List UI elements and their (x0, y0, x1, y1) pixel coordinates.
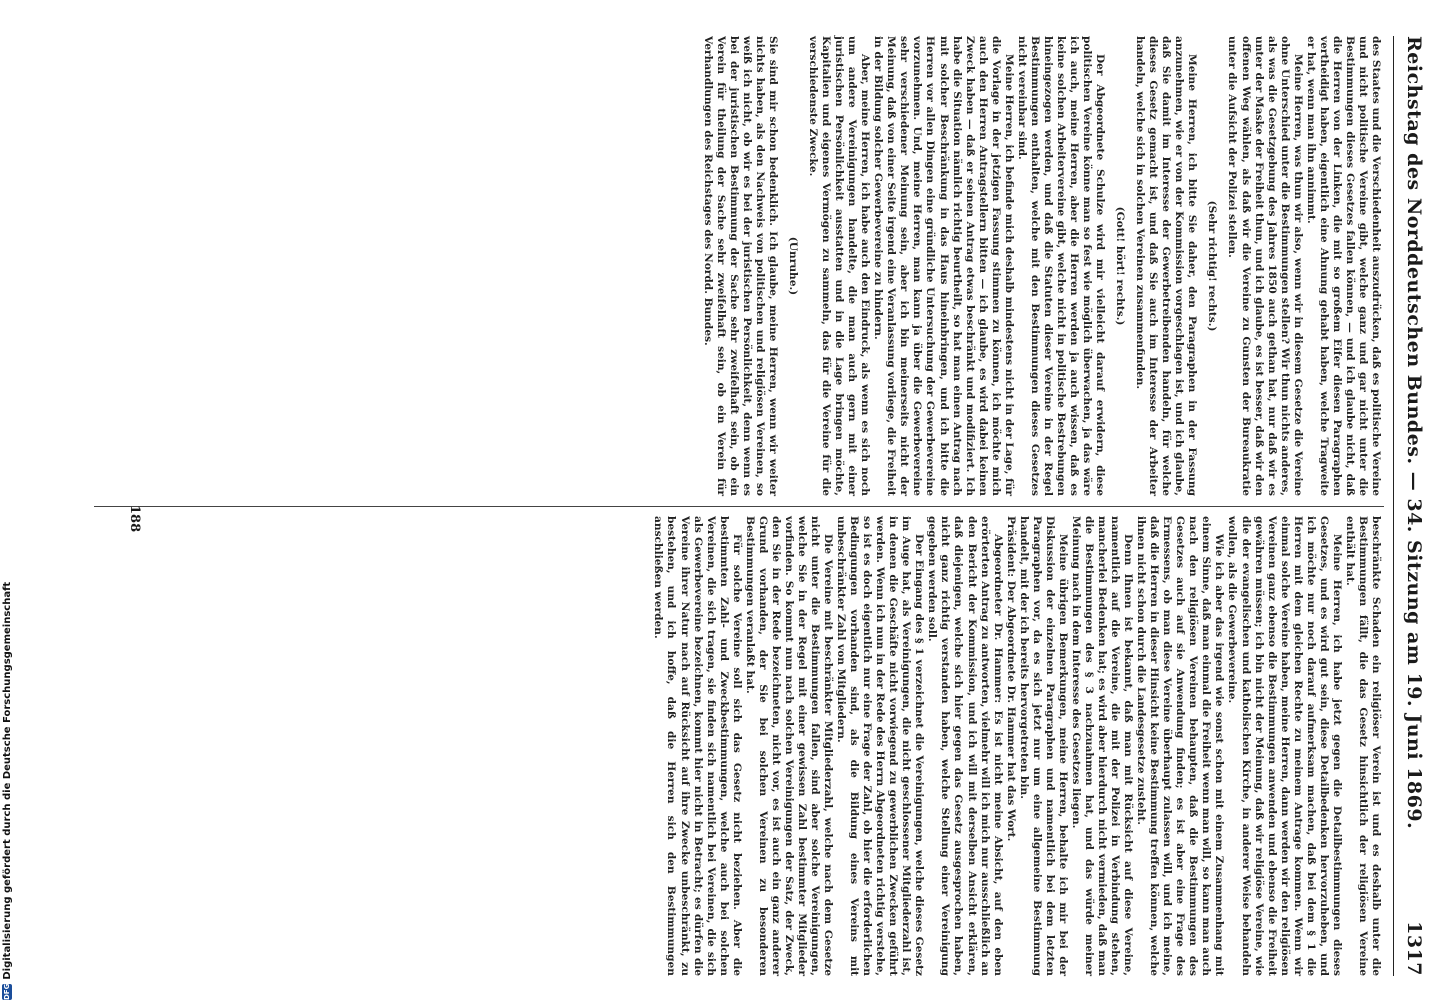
paragraph: Meine Herren, ich befinde mich deshalb mindestens nicht in der Lage, für die Vorlage in der jetzigen Fassung stimmen zu können, ich möchte mich auch den Herren Antragstellern bitten — ich glaube, es wird dabei keinen Zweck haben — daß er seinen Antrag etwas beschränkt und modifiziert. Ich habe die Situation nämlich richtig beurtheilt, so hat man einen Antrag nach mit solcher Beschränkung in das Haus hineinbringen, und ich bitte die Herren vor allen Dingen eine gründliche Untersuchung der Gewerbevereine vorzunehmen. Und, meine Herren, man kann ja über die Gewerbevereine sehr verschiedener Meinung sein, aber ich bin meinerseits nicht der Meinung, daß von einer Seite irgend eine Veranlassung vorliege, die Freiheit in der Bildung solcher Gewerbevereine zu hindern. (872, 36, 1015, 496)
left-text-column (701, 36, 1382, 496)
paragraph: Meine Herren, ich habe jetzt gegen die Detailbestimmungen dieses Gesetzes, und es wird gut sein, diese Detailbedenken hervorzuheben, und ich möchte nur noch darauf aufmerksam machen, daß bei dem § 1 die Herren mit dem gleichen Rechte zu meinem Antrage kommen. Wenn wir einmal solche Vereine haben, meine Herren, dann werden wir den religiösen Vereinen ganz ebenso die Bestimmungen anwenden und ebenso die Freiheit gewähren müssen; ich bin nicht der Meinung, daß wir religiöse Vereine, wie die der evangelischen und katholischen Kirche, in anderer Weise behandeln wollen, als die Gewerbevereine. (1226, 516, 1343, 976)
interjection: (Sehr richtig! rechts.) (1206, 200, 1219, 332)
interjection: (Unruhe.) (787, 236, 800, 296)
paragraph: Die Vereine mit beschränkter Mitgliederzahl, welche nach dem Gesetze nicht unter die Bestimmungen fallen, sind aber solche Vereinigungen, welche Sie in der Regel mit einer gewissen Zahl bestimmter Mitglieder vorfinden. So kommt nun nach solchen Vereinigungen der Satz, der Zweck, den Sie in der Rede bezeichneten, nicht vor, es ist auch ein ganz anderer Grund vorhanden, der Sie bei solchen Vereinen zu besonderen Bestimmungen veranlaßt hat. (743, 516, 835, 976)
paragraph: des Staates und die Verschiedenheit auszudrücken, daß es politische Vereine und nicht politische Vereine gibt, welche ganz und gar nicht unter die Bestimmungen dieses Gesetzes fallen können, — und ich glaube nicht, daß die Herren von der Linken, die mit so großem Eifer diesen Paragraphen vertheidigt haben, eigentlich eine Ahnung gehabt haben, welche Tragweite er hat, wenn man ihn annimmt. (1304, 36, 1382, 496)
paragraph: Meine Herren, ich bitte Sie daher, den Paragraphen in der Fassung anzunehmen, wie er von der Kommission vorgeschlagen ist, und ich glaube, daß Sie damit im Interesse der Gewerbetreibenden handeln, für welche dieses Gesetz gemacht ist, und daß Sie auch im Interesse der Arbeiter handeln, welche sich in solchen Vereinen zusammenfinden. (1134, 36, 1199, 496)
paragraph: Aber, meine Herren, ich habe auch den Eindruck, als wenn es sich noch um andere Vereinigungen handelte, die man auch gern mit einer juristischen Persönlichkeit ausstatten und in die Lage bringen möchte, Kapitalien und eigenes Vermögen zu sammeln, das für die Vereine für die verschiedenste Zwecke. (807, 36, 872, 496)
paragraph: Meine Herren, was thun wir also, wenn wir in diesem Gesetze die Vereine ohne Unterschied unter die Bestimmungen stellen? Wir thun nichts anderes, als was die Gesetzgebung des Jahres 1850 auch gethan hat, nur daß wir es unter der Maske der Freiheit thun, und ich glaube, es ist besser, daß wir den offenen Weg wählen, als daß wir die Vereine zu Gunsten der Bureaukratie unter die Aufsicht der Polizei stellen. (1226, 36, 1304, 496)
header-rule (1393, 36, 1394, 976)
paragraph: Wie ich aber das irgend wie sonst schon mit einem Zusammenhang mit einem Sinne, daß man einmal die Freiheit wenn man will, so kann man auch nach den religiösen Vereinen behaupten, daß die Bestimmungen des Gesetzes auch auf sie Anwendung finden; es ist aber eine Frage des Ermessens, ob man diese Vereine überhaupt zulassen will, und ich meine, daß die Herren in dieser Hinsicht keine Bestimmung treffen können, welche ihnen nicht schon durch die Landesgesetze zusteht. (1135, 516, 1226, 976)
rotated-page-content (42, 0, 1432, 1000)
running-header (1397, 36, 1431, 976)
column-divider (94, 506, 1384, 507)
paragraph: Meine übrigen Bemerkungen, meine Herren, behalte ich mir bei der Diskussion der einzelnen Paragraphen und namentlich bei dem letzten Paragraphen vor, da es sich jetzt nur um eine allgemeine Bestimmung handelt, mit der ich bereits hervorgetreten bin. (1017, 516, 1069, 976)
paragraph: Der Abgeordnete Schulze wird mir vielleicht darauf erwidern, diese politischen Vereine könne man so fest wie möglich überwachen, ja das wäre ich auch, meine Herren, aber die Herren werden ja auch wissen, daß es keine solchen Arbeitervereine gibt, welche nicht in politische Bestrebungen hineingezogen werden, und daß die Statuten dieser Vereine in der Regel Bestimmungen enthalten, welche mit den Bestimmungen dieses Gesetzes nicht vereinbar sind. (1015, 36, 1107, 496)
speaker-paragraph: Präsident: Der Abgeordnete Dr. Hammer hat das Wort. (1004, 516, 1017, 842)
digitization-credit (0, 581, 14, 1000)
interjection: (Gott! hört! rechts.) (1114, 206, 1127, 326)
paragraph: Sie sind mir schon bedenklich. Ich glaube, meine Herren, wenn wir weiter nichts haben, als den Nachweis von politischen und religiösen Vereinen, so weiß ich nicht, ob wir es bei der juristischen Persönlichkeit, denn wenn es bei der juristischen Bestimmung der Sache sehr zweifelhaft sein, ob ein Verein für theilung der Sache sehr zweifelhaft sein, ob ein Verein für Verhandlungen des Reichstages des Nordd. Bundes. (701, 36, 779, 496)
paragraph: Denn Ihnen ist bekannt, daß man mit Rücksicht auf diese Vereine, namentlich auf die Vereine, die mit der Polizei in Verbindung stehen, mancherlei Bedenken hat; es wird aber hierdurch nicht vermieden, daß man die Bestimmungen des § 3 nachzuahmen hat, und das würde meiner Meinung nach in dem Interesse des Gesetzes liegen. (1069, 516, 1135, 976)
dfg-logo-icon: DFG (3, 983, 11, 1000)
right-text-column (651, 516, 1382, 976)
paragraph: beschränkte Schaden ein religiöser Verein ist und es deshalb unter die Bestimmungen fällt, die das Gesetz hinsichtlich der religiösen Vereine enthält hat. (1343, 516, 1382, 976)
paragraph: Der Eingang des § 1 verzeichnet die Vereinigungen, welche dieses Gesetz im Auge hat, als Vereinigungen, die nicht geschlossener Mitgliederzahl ist, in denen die Geschäfte nicht vorwiegend zu gewerblichen Zwecken geführt werden. Wenn ich nun in der Rede des Herrn Abgeordneten richtig verstehe, so ist es doch eigentlich nur eine Frage der Zahl, ob hier die erforderlichen Bedingungen vorhanden sind, als die Bildung eines Vereins mit unbeschränkter Zahl von Mitgliedern. (835, 516, 926, 976)
paragraph: Abgeordneter Dr. Hammer: Es ist nicht meine Absicht, auf den eben erörterten Antrag zu antworten, vielmehr will ich mich nur ausschließlich an den Bericht der Kommission, und ich will mit derselben Ansicht erklären, daß diejenigen, welche sich hier gegen das Gesetz ausgesprochen haben, nicht ganz richtig verstanden haben, welche Stellung einer Vereinigung gegeben werden soll. (926, 516, 1004, 976)
credit-text: Digitalisierung gefördert durch die Deutsche Forschungsgemeinschaft (1, 581, 13, 980)
header-title: Reichstag des Norddeutschen Bundes. — 34. Sitzung am 19. Juni 1869. (1403, 36, 1425, 830)
column-footer-number: 188 (127, 505, 142, 533)
paragraph: Für solche Vereine soll sich das Gesetz nicht beziehen. Aber die bestimmten Zahl- und Zweckbestimmungen, welche auch bei solchen Vereinen, die sich tragen, sie finden sich namentlich bei Vereinen, die sich als Gewerbevereine bezeichnen, kommt hier nicht in Betracht; es dürfen die Vereine ihrer Natur nach auf Rücksicht auf ihre Zwecke unbeschränkt, zu bestehen, und ich hoffe, daß die Herren sich den Bestimmungen anschließen werden. (652, 516, 743, 976)
page-number: 1317 (1403, 921, 1425, 976)
